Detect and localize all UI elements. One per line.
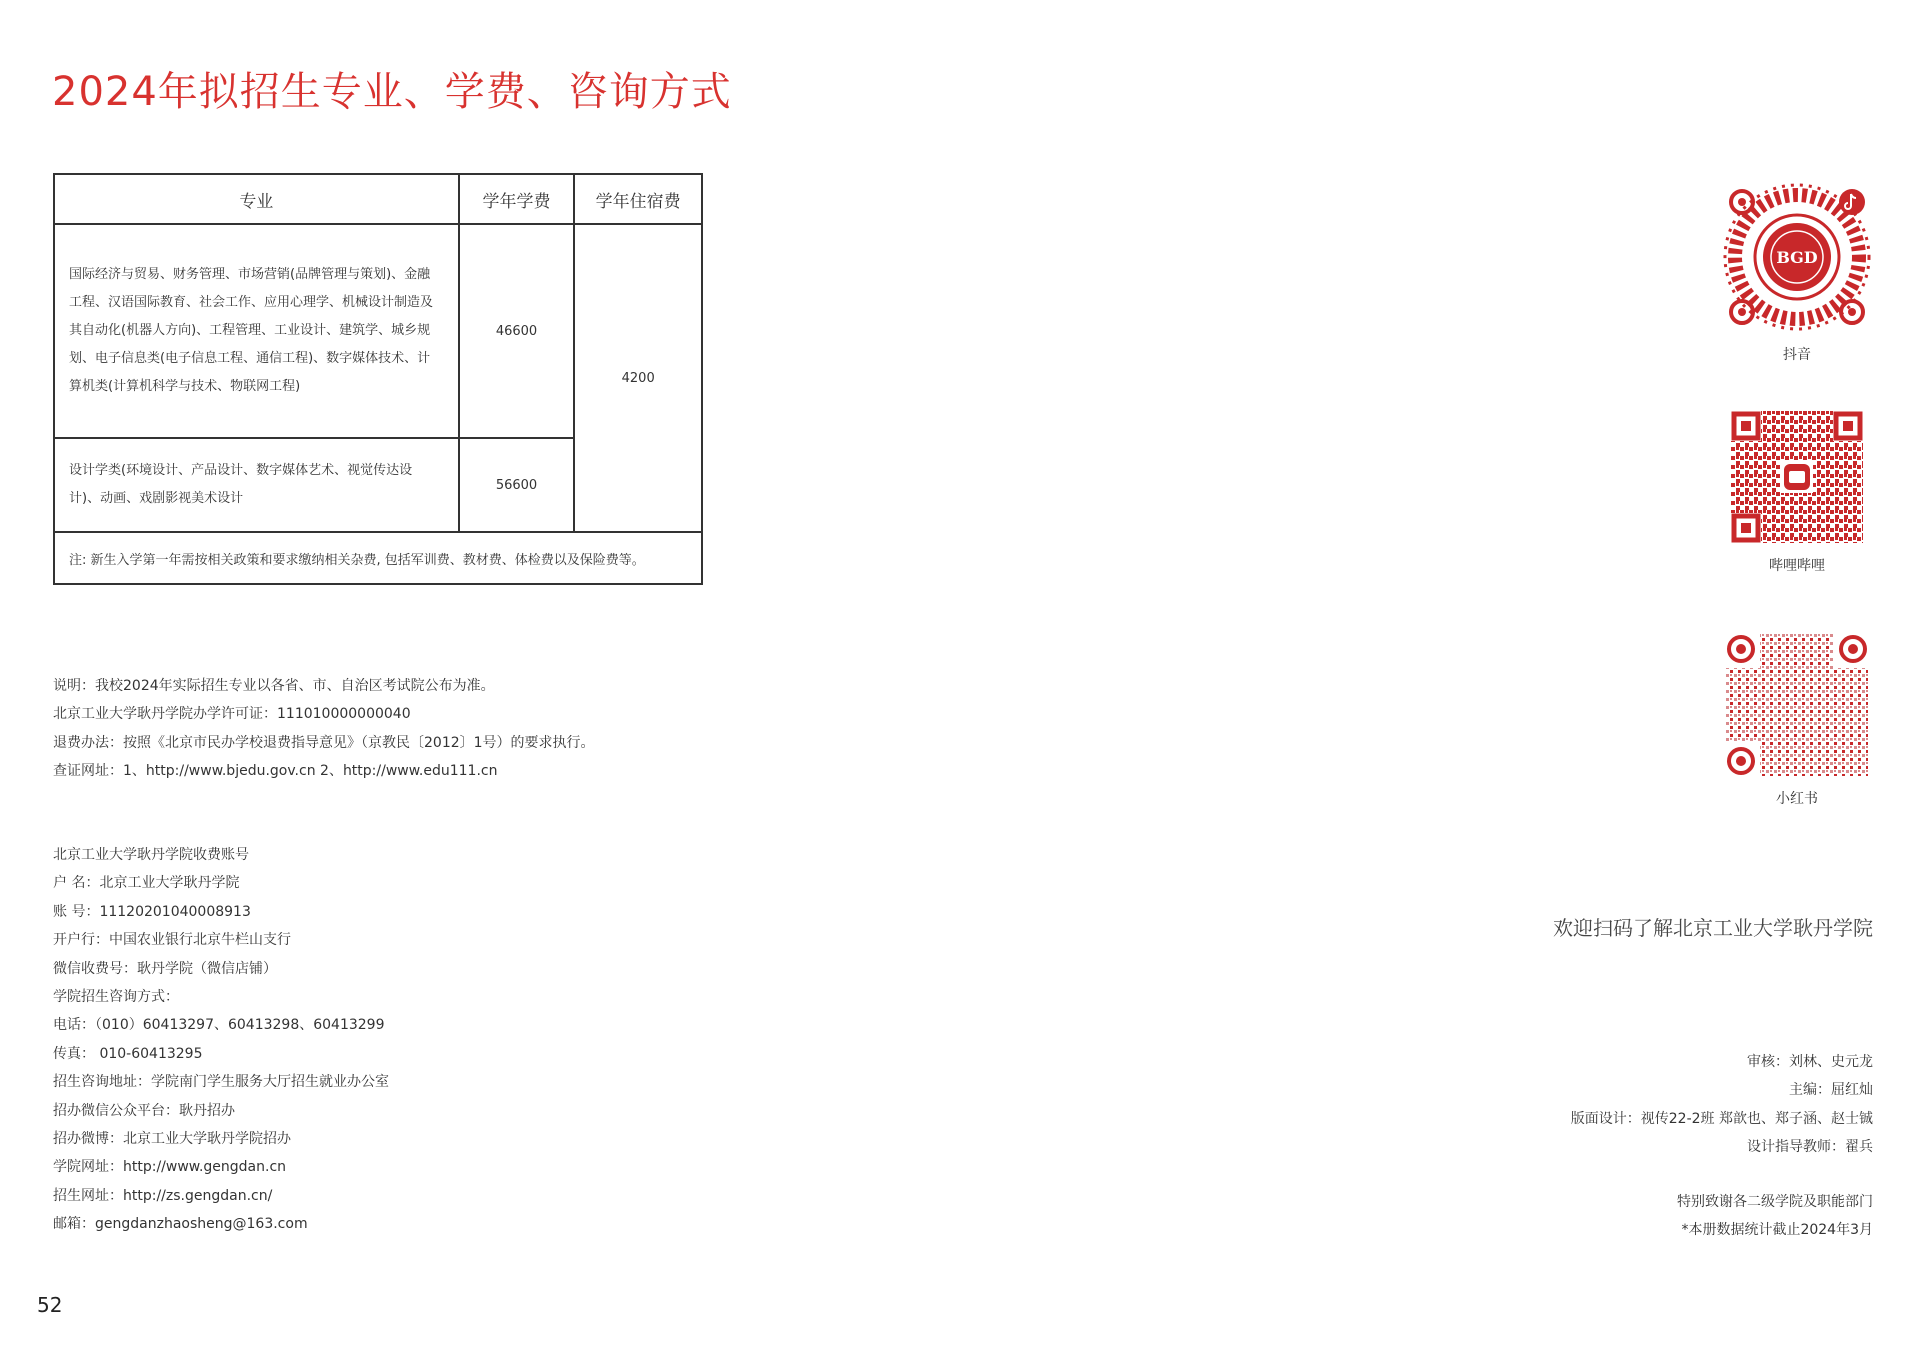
table-note: 注: 新生入学第一年需按相关政策和要求缴纳相关杂费, 包括军训费、教材费、体检费以及保险费等。: [54, 532, 702, 584]
douyin-qr: [1722, 182, 1872, 364]
info-line: 退费办法：按照《北京市民办学校退费指导意见》（京教民〔2012〕1号）的要求执行。: [53, 734, 595, 751]
credit-line: 设计指导教师：翟兵: [1747, 1139, 1873, 1156]
major-cell: 国际经济与贸易、财务管理、市场营销(品牌管理与策划)、金融工程、汉语国际教育、社会工作、应用心理学、机械设计制造及其自动化(机器人方向)、工程管理、工业设计、建筑学、城乡规划、电子信息类(电子信息工程、通信工程)、数字媒体技术、计算机类(计算机科学与技术、物联网工程): [54, 224, 459, 438]
table-header-row: [54, 174, 702, 224]
credit-line: 特别致谢各二级学院及职能部门: [1677, 1194, 1873, 1210]
douyin-qr-icon: [1722, 182, 1872, 332]
tuition-cell: 46600: [459, 224, 575, 438]
xiaohongshu-qr-icon: [1726, 634, 1868, 776]
header-tuition: 学年学费: [459, 174, 575, 224]
info-line: 招办微信公众平台：耿丹招办: [53, 1102, 235, 1119]
welcome-text: 欢迎扫码了解北京工业大学耿丹学院: [1553, 916, 1873, 940]
credit-line: 主编：屈红灿: [1789, 1082, 1873, 1099]
info-line: 招生咨询地址：学院南门学生服务大厅招生就业办公室: [53, 1074, 389, 1091]
bilibili-qr: [1722, 411, 1872, 575]
page-number: 52: [37, 1293, 63, 1317]
fee-table: [53, 173, 703, 585]
info-line: 北京工业大学耿丹学院收费账号: [53, 847, 249, 863]
info-line: 传真： 010-60413295: [53, 1045, 203, 1062]
accommodation-cell: 4200: [574, 224, 702, 532]
info-line: 户 名：北京工业大学耿丹学院: [53, 875, 240, 892]
qr-badge-text: BGD: [1776, 248, 1818, 267]
qr-label: 小红书: [1776, 791, 1818, 807]
account-and-contact: [53, 841, 389, 1239]
bilibili-qr-icon: [1731, 411, 1863, 543]
qr-label: 抖音: [1783, 347, 1811, 363]
tuition-cell: 56600: [459, 438, 575, 532]
xiaohongshu-qr: [1722, 634, 1872, 808]
info-line: 招办微博：北京工业大学耿丹学院招办: [53, 1131, 291, 1148]
info-line: 微信收费号：耿丹学院（微信店铺）: [53, 960, 277, 977]
info-line: 开户行：中国农业银行北京牛栏山支行: [53, 932, 291, 949]
page-title: 2024年拟招生专业、学费、咨询方式: [52, 69, 732, 115]
header-accommodation: 学年住宿费: [574, 174, 702, 224]
admission-notes: [53, 672, 595, 786]
info-line: 邮箱：gengdanzhaosheng@163.com: [53, 1216, 308, 1233]
info-line: 说明：我校2024年实际招生专业以各省、市、自治区考试院公布为准。: [53, 678, 495, 694]
table-note-row: [54, 532, 702, 584]
credit-line: 审核：刘林、史元龙: [1747, 1054, 1873, 1070]
info-line: 账 号：11120201040008913: [53, 903, 251, 920]
major-cell: 设计学类(环境设计、产品设计、数字媒体艺术、视觉传达设计)、动画、戏剧影视美术设计: [54, 438, 459, 532]
credit-line: *本册数据统计截止2024年3月: [1681, 1222, 1873, 1239]
qr-label: 哔哩哔哩: [1769, 558, 1825, 574]
info-line: 学院网址：http://www.gengdan.cn: [53, 1159, 287, 1176]
header-major: 专业: [54, 174, 459, 224]
info-line: 招生网址：http://zs.gengdan.cn/: [53, 1187, 273, 1204]
info-line: 北京工业大学耿丹学院办学许可证：111010000000040: [53, 706, 411, 723]
acknowledgements: [1677, 1188, 1873, 1245]
info-line: 学院招生咨询方式：: [53, 989, 179, 1006]
info-line: 查证网址：1、http://www.bjedu.gov.cn 2、http://www.edu111.cn: [53, 763, 498, 780]
table-row: [54, 224, 702, 438]
info-line: 电话：（010）60413297、60413298、60413299: [53, 1017, 385, 1034]
credit-line: 版面设计：视传22-2班 郑歆也、郑子涵、赵士铖: [1570, 1110, 1873, 1127]
credits: [1571, 1048, 1873, 1162]
